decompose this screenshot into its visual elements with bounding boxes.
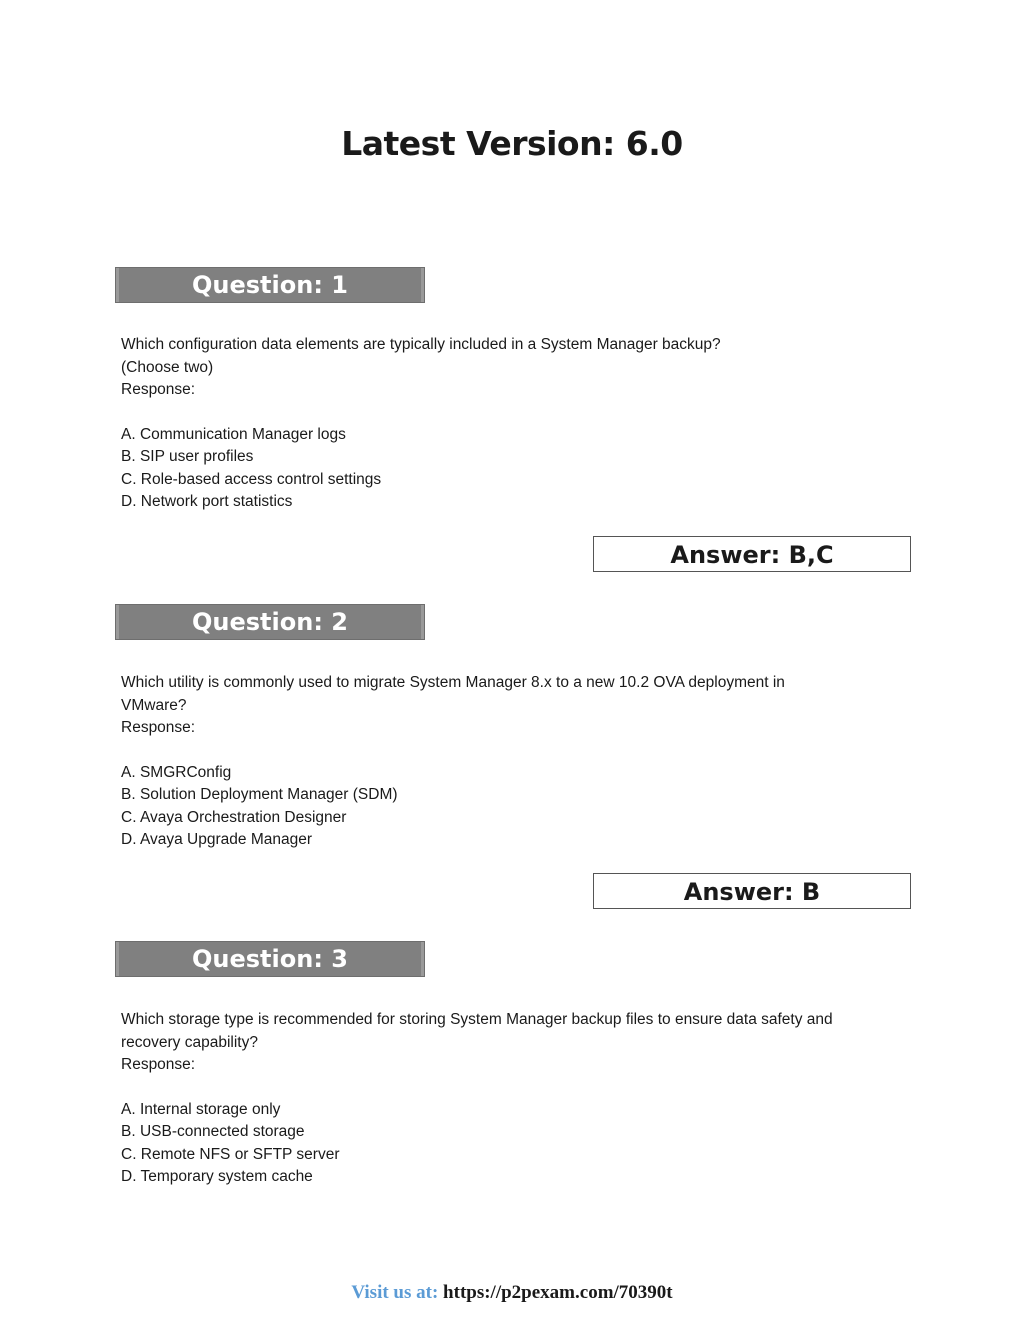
page-title: Latest Version: 6.0 — [341, 124, 683, 163]
question-2-answer: Answer: B — [593, 873, 911, 909]
question-3-header: Question: 3 — [115, 941, 425, 977]
question-text-line: Which configuration data elements are typically included in a System Manager backup? — [121, 336, 721, 353]
question-1-header: Question: 1 — [115, 267, 425, 303]
options-list — [121, 424, 921, 514]
footer-link[interactable]: https://p2pexam.com/70390t — [443, 1282, 673, 1303]
response-label: Response: — [121, 1056, 196, 1073]
option-a: A. Internal storage only — [121, 1100, 281, 1118]
option-a: A. SMGRConfig — [121, 763, 232, 781]
question-2-header: Question: 2 — [115, 604, 425, 640]
footer-lead: Visit us at: — [351, 1282, 439, 1303]
option-b: B. SIP user profiles — [121, 448, 254, 465]
response-label: Response: — [121, 719, 196, 736]
question-text-line: Which storage type is recommended for storing System Manager backup files to ensure data safety and — [121, 1011, 833, 1028]
option-d: D. Avaya Upgrade Manager — [121, 831, 312, 848]
question-3-body — [121, 1009, 921, 1189]
response-label: Response: — [121, 381, 196, 398]
question-1-body — [121, 334, 921, 514]
option-d: D. Network port statistics — [121, 493, 293, 510]
question-text-line: (Choose two) — [121, 358, 214, 376]
question-text-line: Which utility is commonly used to migrate System Manager 8.x to a new 10.2 OVA deployment in — [121, 674, 785, 691]
question-text-line: VMware? — [121, 696, 187, 714]
option-b: B. Solution Deployment Manager (SDM) — [121, 786, 398, 803]
option-d: D. Temporary system cache — [121, 1168, 313, 1185]
question-2-body — [121, 672, 921, 852]
option-b: B. USB-connected storage — [121, 1123, 305, 1140]
option-a: A. Communication Manager logs — [121, 425, 346, 443]
option-c: C. Role-based access control settings — [121, 470, 382, 488]
question-1-answer: Answer: B,C — [593, 536, 911, 572]
options-list — [121, 1099, 921, 1189]
options-list — [121, 762, 921, 852]
footer — [0, 1282, 1024, 1304]
question-text-line: recovery capability? — [121, 1033, 258, 1051]
option-c: C. Remote NFS or SFTP server — [121, 1145, 340, 1163]
option-c: C. Avaya Orchestration Designer — [121, 808, 347, 826]
